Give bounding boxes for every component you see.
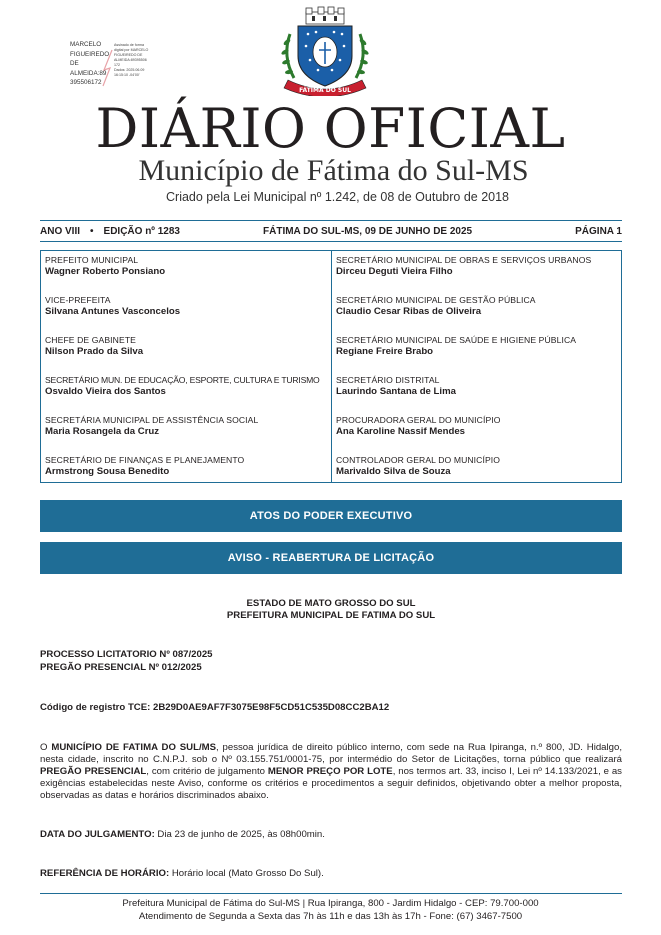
section-banner-notice: AVISO - REABERTURA DE LICITAÇÃO <box>40 542 622 574</box>
official-name: Osvaldo Vieira dos Santos <box>45 386 166 397</box>
crest-ribbon-text: FÁTIMA DO SUL <box>299 87 351 94</box>
official-entry <box>45 255 331 295</box>
notice-judgment-date <box>40 829 622 841</box>
official-role: PROCURADORA GERAL DO MUNICÍPIO <box>336 415 501 425</box>
official-name: Laurindo Santana de Lima <box>336 386 456 397</box>
notice-paragraph <box>40 742 622 802</box>
timeref-value: Horário local (Mato Grosso Do Sul). <box>169 868 324 879</box>
signature-details <box>114 43 160 78</box>
footer <box>0 897 661 923</box>
edition-place-date: FÁTIMA DO SUL-MS, 09 DE JUNHO DE 2025 <box>263 225 473 237</box>
official-role: CONTROLADOR GERAL DO MUNICÍPIO <box>336 455 501 465</box>
notice-auction: PREGÃO PRESENCIAL Nº 012/2025 <box>40 662 202 673</box>
official-role: SECRETÁRIO MUNICIPAL DE GESTÃO PÚBLICA <box>336 295 536 305</box>
signature-detail-line: FIGUEIREDO DE <box>114 53 143 57</box>
official-name: Regiane Freire Brabo <box>336 346 434 357</box>
official-name: Ana Karoline Nassif Mendes <box>336 426 466 437</box>
para-bold: MENOR PREÇO POR LOTE <box>267 766 393 777</box>
official-name: Marivaldo Silva de Souza <box>336 466 451 477</box>
officials-left-column <box>41 251 331 482</box>
official-role: PREFEITO MUNICIPAL <box>45 255 139 265</box>
official-entry <box>336 255 621 295</box>
signature-name-line: DE <box>70 60 79 68</box>
signature-detail-line: 172 <box>114 63 120 67</box>
official-role: SECRETÁRIO MUNICIPAL DE OBRAS E SERVIÇOS URBANOS <box>336 255 592 265</box>
official-entry <box>45 375 331 415</box>
notice-state: ESTADO DE MATO GROSSO DO SUL <box>246 598 416 609</box>
footer-divider <box>40 893 622 894</box>
signature-name-line: 395506172 <box>70 79 102 87</box>
judgment-value: Dia 23 de junho de 2025, às 08h00min. <box>154 829 325 840</box>
edition-year: ANO VIII <box>40 225 81 237</box>
para-bold: PREGÃO PRESENCIAL <box>40 766 147 777</box>
official-role: SECRETÁRIO DISTRITAL <box>336 375 440 385</box>
officials-right-column <box>331 251 621 482</box>
official-name: Claudio Cesar Ribas de Oliveira <box>336 306 482 317</box>
official-entry <box>336 455 621 495</box>
edition-bar <box>40 220 622 242</box>
para-text: , com critério de julgamento <box>146 766 268 777</box>
masthead-subtitle: Município de Fátima do Sul-MS <box>138 154 529 187</box>
judgment-label: DATA DO JULGAMENTO: <box>40 829 155 840</box>
notice-time-reference <box>40 868 622 880</box>
official-name: Nilson Prado da Silva <box>45 346 144 357</box>
signature-name-line: MARCELO <box>70 41 102 48</box>
edition-number: EDIÇÃO nº 1283 <box>103 225 180 237</box>
para-bold: MUNICÍPIO DE FATIMA DO SUL/MS <box>51 742 217 753</box>
official-entry <box>45 415 331 455</box>
timeref-label: REFERÊNCIA DE HORÁRIO: <box>40 868 170 879</box>
signature-detail-line: 16:15:10 -04'00' <box>114 73 140 77</box>
official-entry <box>336 295 621 335</box>
official-entry <box>336 335 621 375</box>
para-text: O <box>40 742 52 753</box>
official-entry <box>45 455 331 495</box>
official-name: Silvana Antunes Vasconcelos <box>45 306 181 317</box>
official-name: Armstrong Sousa Benedito <box>45 466 170 477</box>
official-name: Dirceu Deguti Vieira Filho <box>336 266 453 277</box>
masthead-law: Criado pela Lei Municipal nº 1.242, de 08 de Outubro de 2018 <box>166 190 509 204</box>
signature-detail-line: Assinado de forma <box>114 43 144 47</box>
edition-page: PÁGINA 1 <box>575 225 622 237</box>
footer-address: Prefeitura Municipal de Fátima do Sul-MS | Rua Ipiranga, 800 - Jardim Hidalgo - CEP: 79.700-000 <box>122 898 539 909</box>
signature-name-line: ALMEIDA:89 <box>70 69 107 77</box>
section-banner-executive: ATOS DO PODER EXECUTIVO <box>40 500 622 532</box>
official-role: VICE-PREFEITA <box>45 295 111 305</box>
para-text: , nos termos art. 33, inciso I, Lei nº 14.133/2021, e as exigências estabelecidas neste Aviso, conforme os critérios e procedimentos a seguir definidos, objetivando obter a melhor proposta, observadas as datas e horários discriminados abaixo. <box>40 766 622 801</box>
notice-tce-code: Código de registro TCE: 2B29D0AE9AF7F3075E98F5CD51C535D08CC2BA12 <box>40 702 390 713</box>
official-name: Wagner Roberto Ponsiano <box>45 266 166 277</box>
masthead-title: DIÁRIO OFICIAL <box>95 97 566 160</box>
official-entry <box>336 375 621 415</box>
officials-table <box>40 250 622 483</box>
signature-detail-line: Dados: 2025.06.09 <box>114 68 145 72</box>
official-entry <box>45 335 331 375</box>
notice-process: PROCESSO LICITATORIO Nº 087/2025 <box>40 649 213 660</box>
para-text: , pessoa jurídica de direito público interno, com sede na Rua Ipiranga, n.º 800, JD. Hidalgo, nesta cidade, inscrito no C.N.P.J. sob o Nº 03.155.751/0001-75, por intermédio do Setor de Licitações, torna público que realizará <box>40 742 622 765</box>
official-name: Maria Rosangela da Cruz <box>45 426 160 437</box>
notice-city-hall: PREFEITURA MUNICIPAL DE FATIMA DO SUL <box>226 610 436 621</box>
signature-name-line: FIGUEIREDO <box>70 50 110 58</box>
official-role: CHEFE DE GABINETE <box>45 335 136 345</box>
official-role: SECRETÁRIO MUN. DE EDUCAÇÃO, ESPORTE, CULTURA E TURISMO <box>45 375 320 385</box>
official-role: SECRETÁRIA MUNICIPAL DE ASSISTÊNCIA SOCIAL <box>45 415 259 425</box>
official-role: SECRETÁRIO MUNICIPAL DE SAÚDE E HIGIENE PÚBLICA <box>336 335 577 345</box>
signature-detail-line: ALMEIDA:89395506 <box>114 58 147 62</box>
official-entry <box>336 415 621 455</box>
footer-hours: Atendimento de Segunda a Sexta das 7h às 11h e das 13h às 17h - Fone: (67) 3467-7500 <box>138 911 523 922</box>
signature-detail-line: digital por MARCELO <box>114 48 149 52</box>
edition-bullet: • <box>90 225 94 237</box>
digital-signature <box>70 40 160 88</box>
official-role: SECRETÁRIO DE FINANÇAS E PLANEJAMENTO <box>45 455 245 465</box>
municipal-coat-of-arms-icon <box>268 6 382 96</box>
official-entry <box>45 295 331 335</box>
